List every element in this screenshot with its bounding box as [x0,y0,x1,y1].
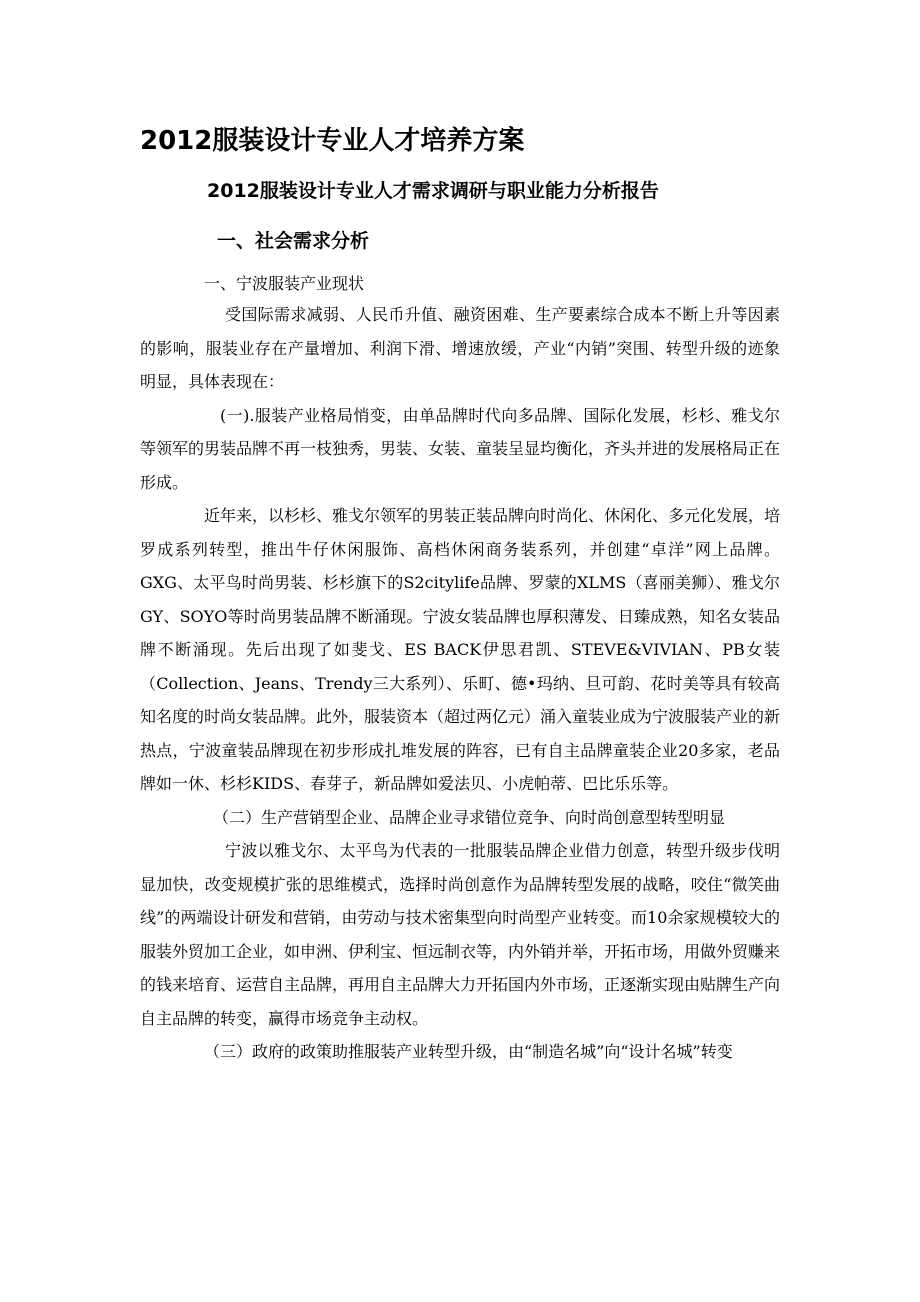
paragraph-brands: 近年来，以杉杉、雅戈尔领军的男装正装品牌向时尚化、休闲化、多元化发展，培罗成系列转型，推出牛仔休闲服饰、高档休闲商务装系列，并创建“卓洋”网上品牌。GXG、太平鸟时尚男装、杉杉旗下的S2citylife品牌、罗蒙的XLMS（喜丽美狮）、雅戈尔GY、SOYO等时尚男装品牌不断涌现。宁波女装品牌也厚积薄发、日臻成熟，知名女装品牌不断涌现。先后出现了如斐戈、ES BACK伊思君凯、STEVE&VIVIAN、PB女装（Collection、Jeans、Trendy三大系列）、乐町、德•玛纳、旦可韵、花时美等具有较高知名度的时尚女装品牌。此外，服装资本（超过两亿元）涌入童装业成为宁波服装产业的新热点，宁波童装品牌现在初步形成扎堆发展的阵容，已有自主品牌童装企业20多家，老品牌如一休、杉杉KIDS、春芽子，新品牌如爱法贝、小虎帕蒂、巴比乐乐等。 [140,506,781,793]
paragraph-point-2: （二）生产营销型企业、品牌企业寻求错位竞争、向时尚创意型转型明显 [213,807,726,827]
paragraph-point-3: （三）政府的政策助推服装产业转型升级，由“制造名城”向“设计名城”转变 [204,1042,733,1061]
paragraph-intro: 受国际需求减弱、人民币升值、融资困难、生产要素综合成本不断上升等因素的影响，服装业存在产量增加、利润下滑、增速放缓，产业“内销”突围、转型升级的迹象明显，具体表现在： [140,305,780,391]
document-subtitle: 2012服装设计专业人才需求调研与职业能力分析报告 [207,180,659,202]
document-body [140,298,780,1069]
paragraph-point-1: (一).服装产业格局悄变，由单品牌时代向多品牌、国际化发展，杉杉、雅戈尔等领军的男装品牌不再一枝独秀，男装、女装、童装呈显均衡化，齐头并进的发展格局正在形成。 [140,405,781,492]
section-heading: 一、社会需求分析 [217,230,370,252]
sub-heading: 一、宁波服装产业现状 [204,274,365,293]
paragraph-transformation: 宁波以雅戈尔、太平鸟为代表的一批服装品牌企业借力创意，转型升级步伐明显加快，改变规模扩张的思维模式，选择时尚创意作为品牌转型发展的战略，咬住“微笑曲线”的两端设计研发和营销，由劳动与技术密集型向时尚型产业转变。而10余家规模较大的服装外贸加工企业，如申洲、伊利宝、恒远制衣等，内外销并举，开拓市场，用做外贸赚来的钱来培育、运营自主品牌，再用自主品牌大力开拓国内外市场，正逐渐实现由贴牌生产向自主品牌的转变，赢得市场竞争主动权。 [140,841,781,1028]
document-title: 2012服装设计专业人才培养方案 [140,126,525,156]
